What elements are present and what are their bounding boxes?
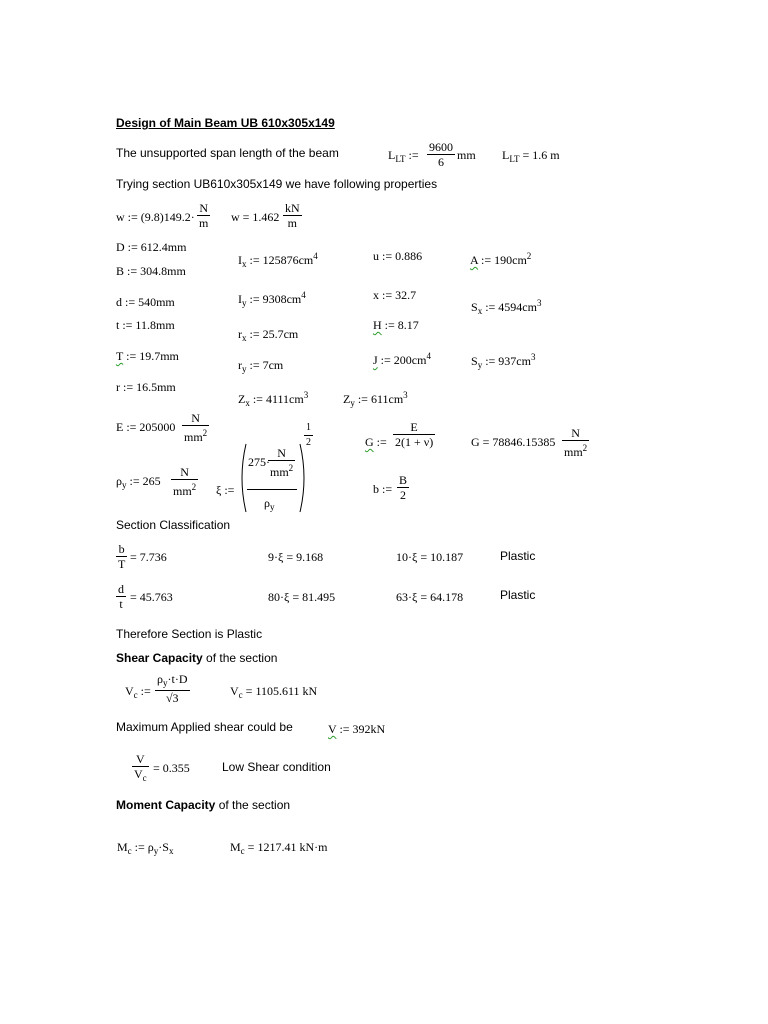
prop-Sx: $S_x$ := $4594cm^3$	[471, 298, 542, 316]
dt-limit-2: 63·ξ = 64.178	[396, 590, 464, 604]
page-title: Design of Main Beam UB 610x305x149	[116, 116, 335, 130]
properties-intro: Trying section UB610x305x149 we have following properties	[116, 177, 438, 191]
llt-unit: mm	[457, 148, 476, 162]
shear-ratio-value: = 0.355	[153, 761, 190, 775]
prop-Sy: $S_y$ := $937cm^3$	[471, 352, 536, 370]
mc-result: $M_c = 1217.41$ kN·m	[230, 840, 328, 856]
prop-Ix: $I_x$ := $125876cm^4$	[238, 251, 318, 269]
w-result: w = 1.462	[231, 210, 280, 224]
bT-value: = 7.736	[130, 550, 167, 564]
prop-H: H := 8.17	[373, 318, 419, 332]
prop-J: J := $200cm^4$	[373, 351, 431, 367]
moment-heading: Moment Capacity of the section	[116, 798, 291, 812]
llt-definition: $L_{LT}$ :=	[388, 148, 419, 164]
dt-result: Plastic	[500, 588, 536, 602]
vc-result: $V_c = 1105.611$ kN	[230, 684, 318, 700]
llt-fraction: $\frac{9600}{6}$	[429, 140, 453, 169]
xi-exponent: $\frac{1}{2}$	[306, 422, 311, 448]
shear-heading: Shear Capacity of the section	[116, 651, 278, 665]
prop-rx: $r_x$ := 25.7cm	[238, 327, 299, 343]
prop-D: D := 612.4mm	[116, 240, 187, 254]
llt-result: $L_{LT} = 1.6$ m	[502, 148, 560, 164]
prop-d: d := 540mm	[116, 295, 175, 309]
prop-u: u := 0.886	[373, 249, 423, 263]
prop-Iy: $I_y$ := $9308cm^4$	[238, 290, 306, 308]
G-result-fraction: $\frac{N}{mm^2}$	[564, 426, 588, 459]
vc-fraction: $\frac{\rho_y\cdot t\cdot D}{√3}$	[157, 672, 188, 705]
xi-inner-lead: 275·	[248, 455, 270, 469]
dt-value: = 45.763	[130, 590, 173, 604]
classification-heading: Section Classification	[116, 518, 231, 532]
b-fraction: $\frac{B}{2}$	[399, 473, 408, 502]
xi-label: ξ :=	[216, 483, 235, 497]
bT-result: Plastic	[500, 549, 536, 563]
prop-Zx: $Z_x$ := $4111cm^3$	[238, 390, 309, 408]
xi-main-bar	[247, 489, 297, 490]
span-text: The unsupported span length of the beam	[116, 146, 339, 160]
xi-denominator: $\rho_y$	[264, 496, 275, 512]
applied-shear-text: Maximum Applied shear could be	[116, 720, 293, 734]
shear-condition: Low Shear condition	[222, 760, 331, 774]
prop-ry: $r_y$ := 7cm	[238, 358, 284, 374]
rho-fraction: $\frac{N}{mm^2}$	[173, 465, 197, 498]
vc-definition: $V_c$ :=	[125, 684, 151, 700]
bT-limit-1: 9·ξ = 9.168	[268, 550, 324, 564]
prop-x: x := 32.7	[373, 288, 417, 302]
xi-inner-fraction: $\frac{N}{mm^2}$	[270, 446, 294, 479]
prop-Zy: $Z_y$ := $611cm^3$	[343, 390, 408, 408]
applied-shear-value: V := 392kN	[328, 722, 386, 736]
G-fraction: $\frac{E}{2(1 + \nu)}$	[395, 420, 434, 449]
bT-limit-2: 10·ξ = 10.187	[396, 550, 464, 564]
b-definition: b :=	[373, 482, 393, 496]
G-result: G = 78846.15385	[471, 435, 556, 449]
E-definition: E := 205000	[116, 420, 176, 434]
w-definition: w := (9.8)149.2·	[116, 210, 195, 224]
shear-ratio-fraction: $\frac{V}{V_c}$	[134, 752, 147, 783]
prop-t: t := 11.8mm	[116, 318, 175, 332]
bT-fraction: $\frac{b}{T}$	[118, 542, 126, 571]
w-res-fraction: $\frac{kN}{m}$	[285, 201, 300, 230]
mc-definition: $M_c$ := $\rho_y\cdot S_x$	[117, 840, 174, 856]
prop-T: T := 19.7mm	[116, 349, 179, 363]
prop-A: A := $190cm^2$	[470, 251, 532, 267]
dt-limit-1: 80·ξ = 81.495	[268, 590, 336, 604]
w-def-fraction: $\frac{N}{m}$	[199, 201, 209, 230]
rho-definition: $\rho_y$ := 265	[116, 474, 161, 490]
dt-fraction: $\frac{d}{t}$	[118, 582, 124, 611]
prop-r: r := 16.5mm	[116, 380, 176, 394]
prop-B: B := 304.8mm	[116, 264, 186, 278]
classification-conclusion: Therefore Section is Plastic	[116, 627, 263, 641]
G-definition: G :=	[365, 435, 387, 449]
E-fraction: $\frac{N}{mm^2}$	[184, 411, 208, 444]
